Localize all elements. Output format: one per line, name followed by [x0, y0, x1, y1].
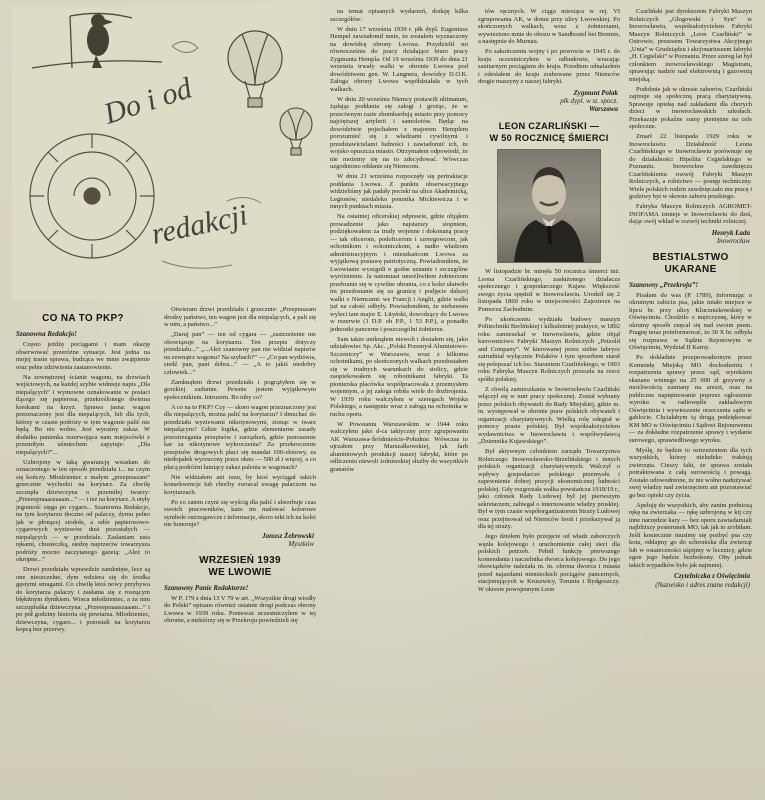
- paragraph: Sam także uniknąłem niewoli i dostałem się, jako udziałowiec Sp. Akc. „Polski Przemysł Aluminiowo-Szczeniczy” w Warszawie, wraz z kilkoma ochotnikami, po skończonych walkach przedostałem się w trudnych warunkach do stolicy, gdzie zaopiekowałem się robotnikami fabryki. Ta pionierska placówka współpracowała z przemysłem wojennym, a jej załoga robiła wiele do dozbrojenia. W 1939 roku walczyłem w szeregach Wojska Polskiego, a następnie wraz z załogą na ochotnika w ruchu oporu.: [330, 335, 468, 418]
- script-title-line2: redakcji: [148, 198, 251, 251]
- column-1: [16, 306, 150, 794]
- paragraph: Podobnie jak w okresie zaborów, Czarliński zajmuje się społeczną pracą charytatywną. Sprawuje opiekę nad zakładami dla chorych dzieci w inowrocławskich szkołach. Przekazuje pokaźne sumy pieniężne na cele społeczne.: [629, 85, 752, 130]
- paragraph: Myślę, że będzie to ostrzeżeniem dla tych wszystkich, którzy nieludzko traktują zwierzęta. Cieszy fakt, że sprawa została potraktowana z całą surowością i powagą. Zostało udowodnione, że nie wolno nadużywać swej władzy nad zwierzęciem ani pozostawiać go bez opieki czy życia.: [629, 446, 752, 499]
- paragraph: Fabryka Maszyn Rolniczych AGROMET-INOFAMA istnieje w Inowrocławiu do dziś, dając swój wkład w rozwój techniki rolniczej.: [629, 203, 752, 225]
- title-line: WRZESIEŃ 1939: [199, 554, 281, 566]
- signature-place: Inowrocław: [716, 236, 750, 245]
- paragraph: Często jeżdżę pociągami i mam okazję obserwować przeróżne sytuacje. Jest jedna na mojej trasie sprawa, budząca we mnie zwątpienie oraz pełne zdziwienia zastanowienie.: [16, 341, 150, 371]
- wrzesien-col2-text: [164, 595, 316, 625]
- portrait-photo: [497, 149, 601, 263]
- paragraph: Otwieram drzwi przedziału i grzecznie: „Przepraszam drodzy państwo, ten wagon jest dla niepalących, a pali się w nim, a państwo...”: [164, 306, 316, 328]
- paragraph: Na zewnętrznej ścianie wagonu, na drzwiach wejściowych, na każdej szybie widnieje napis „Dla niepalących” i wymowne oznakowanie w postaci tlącego się papierosa, przekreślonego dwiema kreskami na krzyż. Sprawa jasna: wagon przeznaczony jest dla niepalących, lub dla tych, którzy w czasie podróży w tym wagonie palić nie będą. Bo nie wolno. Jest wyraźny zakaz. W dodatku panienka rezerwująca nam miejscówki z przemiłym uśmiechem zapytuje: „Dla niepalących?”...: [16, 373, 150, 456]
- paragraph: W dniu 17 września 1939 r. płk dypl. Eugeniusz Hempel zawiadomił mnie, że zostałem wyznaczony na dowódcę obrony Lwowa. Przydzielił mi równocześnie do pracy działające biuro pracy Zygmunta Hempla. Od 19 września 1939 do dnia 21 września trwały walki w obronie Lwowa pod dowództwem gen. W. Langnera, dowódcy D.O.K. Załoga obrony Lwowa współdziałała w tych walkach.: [330, 25, 468, 93]
- face: [532, 173, 566, 215]
- letters-header-illustration: [12, 6, 320, 300]
- paragraph: Drzwi przedziału wprawdzie zamknięte, lecz są one nieszczelne, dym wdziera się do środka gęstymi smugami. Co chwilę ktoś nowy przybywa do korytarza palaczy i zasłania się z rosnącym błękitnym dymkiem. Wraca młodzieniec, a za nim szczupluśka dziewczyna: „Przeeepraaaszaaam...” i po pół godziny historia się powtarza. Młodzieniec, dziewczyna, cygaro... i pozostali na korytarzu kopcą bez przerwy.: [16, 566, 150, 633]
- signature-name: Czytelniczka z Oświęcimia: [674, 572, 750, 581]
- column-3: [330, 8, 468, 794]
- column-5: [629, 8, 752, 794]
- paragraph: Nie widziałem ani razu, by ktoś wyciągał takich konsekwencje lub choćby zwracał uwagę palaczom na korytarzach.: [164, 473, 316, 496]
- wrzesien-col3-text: [330, 8, 468, 473]
- signature-name: Henryk Łada: [711, 228, 750, 237]
- pkp-col1-text: [16, 341, 150, 634]
- czarlinski-col5-text: [629, 8, 752, 226]
- paragraph: A co na to PKP? Czy — skoro wagon przeznaczony jest dla niepalących, można palić na korytarzu? I dmuchać do przedziału wyziewami nikotynowymi, zionąc w twarz niepalącym? Gdzie logika, gdzie elementarne zasady przestrzegania przepisów i zarządzeń, gdzie ponoszenie kar za nikotynowe wykroczenia? Za przekroczenie przepisów drogowych płaci się mandat 100-złotowy, za niedopałek wyrzucony przez okno — 500 zł i więcej, a co płacą podróżni łamiący zakaz palenia w wagonach?: [164, 403, 316, 471]
- paragraph: W dniu 20 września Niemcy postawili ultimatum, żądając poddania się załogi i grożąc, że w przeciwnym razie zbombardują miasto przy pomocy najcięższej artylerii i samolotów. Będąc na dowództwie pojechałem z majorem Hemplem porozumieć się z władzami cywilnymi i przedstawicielami ludności i zawiadomić ich, że wojsko opuszcza miasto. Otrzymałem odpowiedź, że nie możemy się na to zdecydować. Wówczas uzgodniono oddanie się Niemcom.: [330, 95, 468, 170]
- script-title-line1: Do i od: [99, 71, 196, 131]
- paragraph: Pisałam do was (P. 1789), informując o okrutnym zabiciu psa, jakie miało miejsce w lipcu br. przy ulicy Kluczniskowskiej w Oświęcimiu. Chodziło o mężczyznę, który w okrutny sposób znęcał się nad swoim psem. Pragnę teraz poinformować, że 30 X br. odbyła się rozprawa w Sądzie Rejonowym w Oświęcimiu, Wydział II Karny.: [629, 291, 752, 352]
- paragraph: Po zakończeniu wojny i po powrocie w 1945 r. do kraju uczestniczyłem w odbudowie, wracając sanitarnym pociągiem do kraju. Przedtem odnalazłem i odesłałem do kraju zrabowane przez Niemców drogie maszyny z naszej fabryki.: [478, 48, 620, 85]
- column-4: [478, 8, 620, 794]
- title-line: BESTIALSTWO: [652, 251, 729, 263]
- signature-name: Janusz Żebrowski: [262, 531, 314, 540]
- paragraph: W dniu 21 września rozpoczęły się pertraktacje poddania Lwowa. Z punktu obserwacyjnego widzieliśmy jak padały pociski na ulice Akademicką, Legionów, niedaleko pomnika Mickiewicza i w innych punktach miasta.: [330, 173, 468, 210]
- paragraph: Czarliński jest dyrektorem Fabryki Maszyn Rolniczych „Głogowski i Syn” w Inowrocławiu, współzałożycielem Fabryki Maszyn Rolniczych „Leon Czarliński” w Ostrowie, prezesem Towarzystwa Akcyjnego „Unia” w Grudziądzu i akcjonariuszem fabryki „H. Cegielski” w Poznaniu. Przez szereg lat był członkiem inowrocławskiego Magistratu, sprawując nadzór nad elektrownią i gazownią miejską.: [629, 8, 752, 83]
- title-line: WE LWOWIE: [208, 566, 272, 578]
- paragraph: Po ukończeniu wydziału budowy maszyn Politechniki Berlińskiej i kilkuletniej praktyce, w 1892 roku zamieszkał w Inowrocławiu, gdzie objął kierownictwo Fabryki Maszyn Rolniczych „Petzold and Company”. W kierowanej przez siebie fabryce zatrudniał wyłącznie Polaków i tym sposobem starał się polepszać ich los. Staraniem Czarlińskiego, w 1903 roku Fabryka Maszyn Rolniczych przeszła na rzecz spółki polskiej.: [478, 315, 620, 383]
- bestialstwo-col5-text: [629, 292, 752, 570]
- letter-title-pkp: CO NA TO PKP?: [42, 313, 124, 324]
- portrait-photo-art: [498, 150, 600, 262]
- salutation-wrzesien: Szanowny Panie Redaktorze!: [164, 583, 249, 592]
- signature-rank: płk dypl. w st. spocz.: [560, 96, 618, 105]
- illustration-art: [12, 6, 320, 300]
- signature-place: Warszawa: [588, 104, 618, 113]
- paragraph: „Daruj pan” — ten od cygara — „zastrzeżenie nie obowiązuje na korytarzu. Ten przepis dotyczy przedziału...” „...Ależ szanowny pan nie widział napisów na zewnątrz wagonu? Na szybach?” — „Co pan wydziwia, siedź pan, pani dobra...” — „A to jakiś niedobry człowiek...”: [164, 331, 316, 376]
- paragraph: W listopadzie br. minęła 50 rocznica śmierci inż. Leona Czarlińskiego, zasłużonego działacza społecznego i gospodarczego Kujaw. Większość swego życia spędził w Inowrocławiu. Urodził się 2 listopada 1860 roku w miejscowości Zajezierze na Pomorzu Zachodnim.: [478, 268, 620, 313]
- salutation-pkp: Szanowna Redakcjo!: [16, 330, 77, 338]
- paragraph: Był aktywnym członkiem zarządu Towarzystwa Rolniczego Inowrocławsko-Strzelińskiego i innych polskich organizacji charytatywnych. Walczył o wpływy gospodarcze polskiego przemysłu i zapewnienie dobrej pozycji ekonomicznej ludności polskiej. Gdy rozgorzała walka powstańcza 1918/19 r., jako członek Rady Ludowej był jej pierwszym sekretarzem; zabiegał o internowanie władzy pruskiej. Był w tym czasie współorganizatorem Straży Ludowej oraz przejmował od Niemców broń i przekazywał ją dla tej straży.: [478, 448, 620, 531]
- article-title-czarlinski: [478, 120, 620, 144]
- pkp-col2-text: [164, 306, 316, 529]
- paragraph: Uzbrojony w taką gwarancję wsiadam do oznaczonego w ten sposób przedziału i... na czym się kończy. Młodzieniec z małym „przepraszam” grzecznie wychodzi na korytarz. Za chwilę szczupła dziewczyna o przemiłej twarzy: „Przeeepraaaszaaam...” — i też na korytarz. A otyły jegomość sięga po cygaro... Szanowna Redakcjo, na tym korytarzu tłoczno od palaczy, dymu pełno jak w płonącej stodole, a odór papierosowo-cygarowych wyziewów dusi pozostałych — niepalących — w przedziale. Zasłaniam usta rękami, chusteczką, siedzę naprzeciw towarzysza podróży mocno zaczytanego gazetą: „Ależ to okropne...”: [16, 458, 150, 563]
- salutation-bestialstwo: Szanowny „Przekroju”!: [629, 280, 699, 289]
- title-line: UKARANE: [664, 263, 717, 275]
- letter-title-wrzesien: [164, 555, 316, 579]
- paragraph: W P. 179 z dnia 13 V 79 w art. „Wszystkie drogi wiodły do Polski” opisano również ostatnie drogi podczas obrony Lwowa w 1939 roku. Ponieważ uczestniczyłem w tej obronie, a niektórzy się w Przekroju powiedzieli się: [164, 594, 316, 625]
- paragraph: Jego dziełem było przejęcie od władz zaborczych węzła kolejowego i uruchomienie całej sieci dla polskich potrzeb. Pełnił funkcję pierwszego komendanta i naczelnika dworca kolejowego. Do jego obowiązków należała m. in. obrona dworca i miasta przed najazdami niemieckich pociągów pancernych, stacjonujących w Kruszwicy, Toruniu i Bydgoszczy. W okresie powojennym Leon: [478, 533, 620, 593]
- paragraph: tów ręcznych. W ciągu miesiąca w rej. VI zgrupowania AK, w domu przy ulicy Lwowskiej. Po skończonych walkach, wraz z żołnierzami, wywieziono mnie do obozu w Sandbostel bei Bremen, a następnie do Murnau.: [478, 8, 620, 45]
- signature-note: (Nazwisko i adres znane redakcji): [655, 580, 750, 589]
- signature-bestialstwo: [629, 572, 750, 588]
- paragraph: Po co zatem czyni się wyścig dla palić i absorbuje czas swoich pracowników, każe im malować kolorowe symbole ostrzegawcze i informacje, skoro nikt ich na kolei nie honoruje?: [164, 498, 316, 528]
- title-line: W 50 ROCZNICĘ ŚMIERCI: [489, 133, 609, 144]
- column-2: [164, 306, 316, 794]
- paragraph: Zamknąłem drzwi przedziału i pogrążyłem się w gorzkiej zadumie. Pewnie jestem wyjątkowym społecznikiem. Intruzem. Bo niby co?: [164, 378, 316, 401]
- title-line: LEON CZARLIŃSKI —: [498, 121, 600, 132]
- signature-name: Zygmunt Polak: [573, 88, 618, 97]
- paragraph: Apeluję do wszystkich, aby zanim podniosą rękę na zwierzaka — rękę uzbrojoną w kij czy inne narzędzie kary — bez oporu zawiadamiali najbliższy posterunek MO, tak jak to zrobiłam. Jeśli koniecznie musimy się pozbyć psa czy kota, oddajmy go do schroniska dla zwierząt lub w ostateczności uśpijmy w lecznicy, gdzie zgon jego będzie bezbolesny. Oby jednak takich wypadków było jak najmniej.: [629, 501, 752, 569]
- paragraph: W Powstaniu Warszawskim w 1944 roku walczyłem jako d-ca taktyczny przy zgrupowaniu AK Warszawa-Śródmieście-Południe. Wówczas to ujrzałem przy Marszałkowskiej, jak farb aluminiowych produkcji naszej fabryki, które po odliczeniu niewoli żołnierskiej służby do wszystkich granatów: [330, 420, 468, 473]
- paragraph: Po dokładnie przeprowadzonym przez Komendę Miejską MO dochodzeniu i rozpatrzeniu sprawy przez sąd, wyrokiem skazano winnego na 25 000 zł grzywny z możliwością zamiany na areszt, oraz na publiczne napiętnowanie poprzez ogłoszenie wyroku w radiowęźle zakładowym Oświęcimia i wywieszenie orzeczenia sądu w gablocie. Chciałabym tą drogą podziękować KM MO w Oświęcimiu i Sądowi Rejonowemu — za dokładne rozpatrzenie sprawy i wydanie surowego, sprawiedliwego wyroku.: [629, 354, 752, 444]
- signature-czarlinski: [629, 229, 750, 245]
- signature-wrzesien: [478, 89, 618, 114]
- paragraph: Zmarł 22 listopada 1929 roku w Inowrocławiu. Działalność Leona Czarlińskiego w Inowrocławiu porównuje się do działalności Hipolita Cegielskiego w Poznaniu. Inowrocław zawdzięcza Czarlińskiemu rozwój Fabryki Maszyn Rolniczych, a rolnictwo — postęp techniczny. Wiele polskich rodzin zawdzięczało mu pracę i godziwy byt w okresie zaboru pruskiego.: [629, 133, 752, 200]
- paragraph: na temat opisanych wydarzeń, dodaję kilka szczegółów:: [330, 8, 468, 23]
- signature-place: Myszków: [288, 539, 314, 548]
- signature-pkp: [164, 532, 314, 548]
- wrzesien-col4-text: [478, 8, 620, 86]
- paragraph: Z chwilą zamieszkania w Inowrocławiu Czarliński włączył się w nurt pracy społecznej. Został wybrany przez polskich obywateli do Rady Miejskiej, gdzie m. in. występował w obronie praw polskich obywateli i organizacji charytatywnych. Wielką rolę odegrał w pomocy prasie polskiej. Był współzałożycielem wydawnictwa w Inowrocławiu i współwydawcą „Dziennika Kujawskiego”.: [478, 385, 620, 446]
- czarlinski-col4-text: [478, 268, 620, 593]
- letter-title-bestialstwo: [629, 252, 752, 276]
- paragraph: Na ostatniej oficerskiej odprawie, gdzie objąłem prowadzenie jako najstarszy stopniem, podziękowałem za trudy wojenne i dokonaną pracę — tak oficerom, podoficerom i szeregowcom, jak ochotnikom i ochotniczkom, a nadto władzom administracyjnym i mieszkańcom Lwowa za wyjątkową postawę patriotyczną. Powiadomiłem, że Lwowianie wystąpili o godne uznanie i szczególne wyróżnienie. Ja natomiast umożliwiłem żołnierzom przebranie się w cywilne ubrania, co z kolei ułatwiło im przedostanie się za granicę i podjęcie dalszej walki z Niemcami: we Francji i Anglii, gdzie walki już na całość odbyły. Powiadomiłem, że niebawem wyleci tam major E. Lityński, dowodzący do Lwowa w rezerwie (1 D.P. oh P.P., 1 53 P.P.), a ponadto jednostki pancerne i poszczególni żołnierze.: [330, 213, 468, 333]
